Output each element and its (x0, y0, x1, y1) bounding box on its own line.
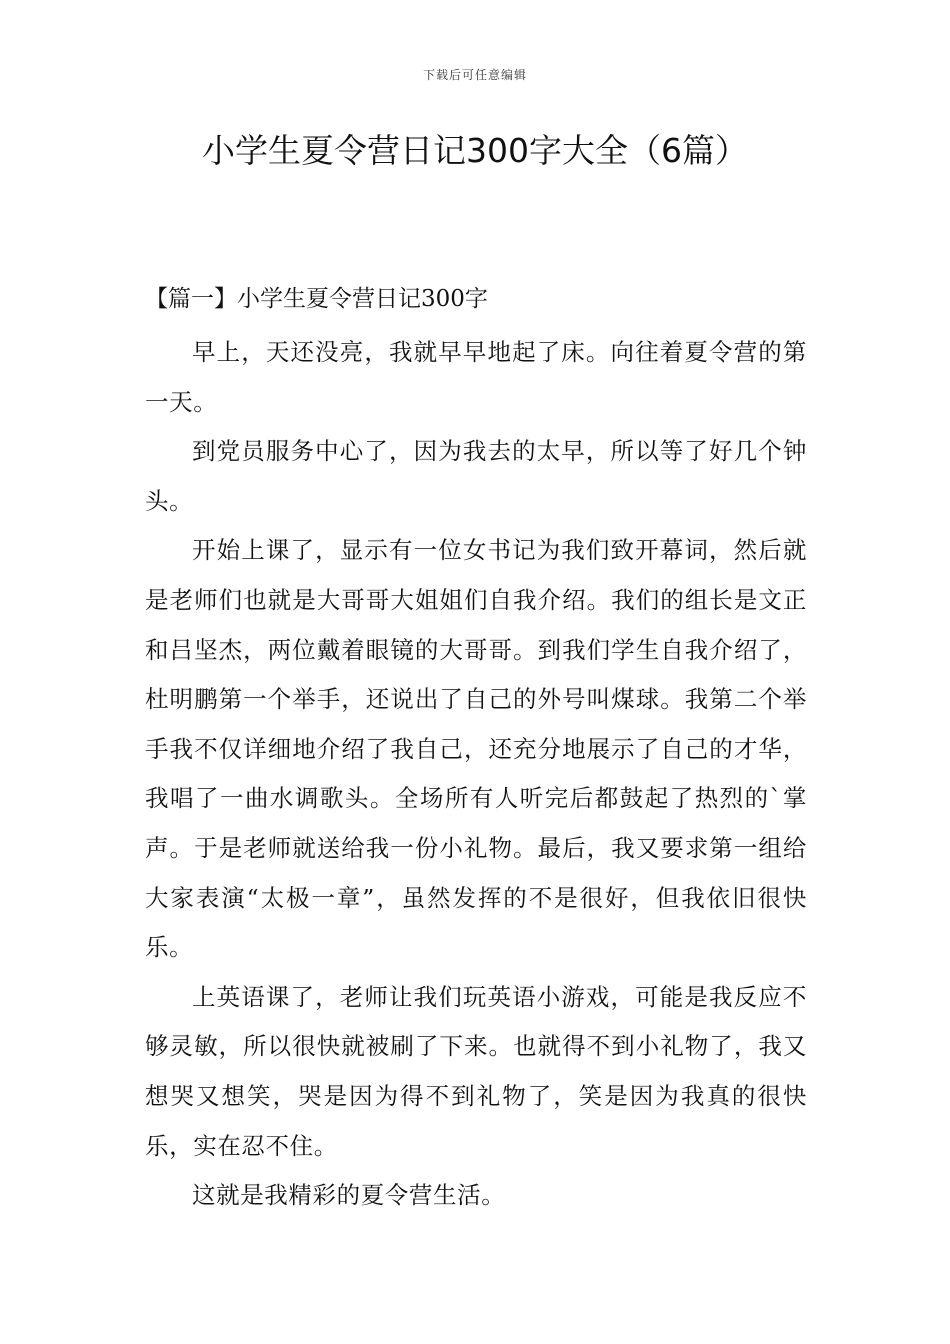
paragraph-5: 这就是我精彩的夏令营生活。 (192, 1181, 506, 1210)
header-note: 下载后可任意编辑 (422, 68, 527, 82)
paragraph-4: 上英语课了，老师让我们玩英语小游戏，可能是我反应不够灵敏，所以很快就被刷了下来。也就得不到小礼物了，我又想哭又想笑，哭是因为得不到礼物了，笑是因为我真的很快乐，实在忍不住。 (145, 982, 807, 1160)
section-body (145, 328, 807, 1221)
paragraph-3: 开始上课了，显示有一位女书记为我们致开幕词，然后就是老师们也就是大哥哥大姐姐们自我介绍。我们的组长是文正和吕坚杰，两位戴着眼镜的大哥哥。到我们学生自我介绍了，杜明鹏第一个举手，还说出了自己的外号叫煤球。我第二个举手我不仅详细地介绍了我自己，还充分地展示了自己的才华，我唱了一曲水调歌头。全场所有人听完后都鼓起了热烈的`掌声。于是老师就送给我一份小礼物。最后，我又要求第一组给大家表演“太极一章”，虽然发挥的不是很好，但我依旧很快乐。 (145, 536, 807, 962)
document-title: 小学生夏令营日记300字大全（6篇） (202, 131, 748, 170)
paragraph-2: 到党员服务中心了，因为我去的太早，所以等了好几个钟头。 (145, 437, 807, 515)
section-heading: 【篇一】小学生夏令营日记300字 (145, 286, 488, 312)
paragraph-1: 早上，天还没亮，我就早早地起了床。向往着夏令营的第一天。 (145, 338, 807, 416)
